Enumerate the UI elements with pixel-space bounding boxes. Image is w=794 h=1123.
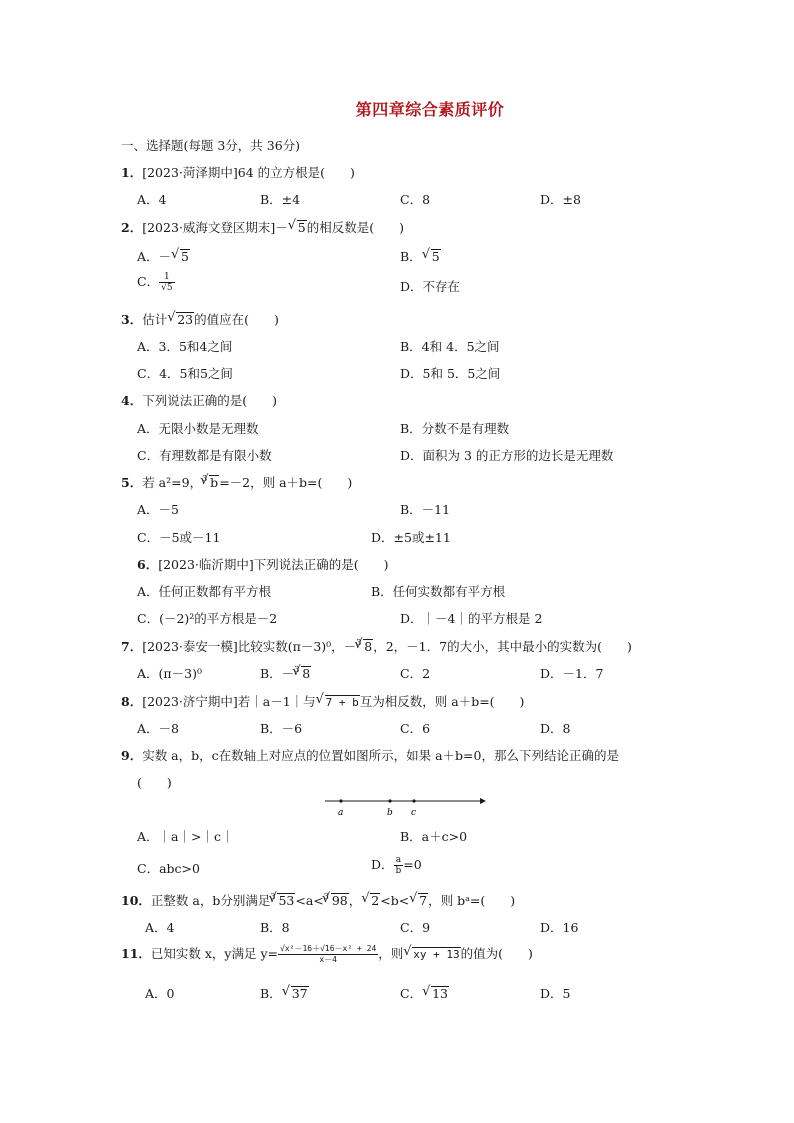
radicand: 98: [331, 893, 348, 908]
option-c: [400, 984, 449, 1002]
option-d: D．16: [540, 920, 579, 935]
numerator: 1: [159, 272, 174, 283]
radicand: xy + 13: [413, 948, 460, 961]
radicand: 5: [166, 283, 173, 293]
question-9: [121, 746, 619, 764]
question-text: <a<: [295, 893, 324, 908]
sqrt-symbol: [172, 249, 190, 264]
question-6: [137, 555, 389, 573]
sqrt-symbol: [168, 312, 194, 327]
question-3: [121, 310, 279, 328]
question-text: [2023·济宁期中]若｜a－1｜与: [142, 694, 316, 709]
denominator: √5: [161, 283, 173, 293]
option-label: D．: [371, 857, 394, 872]
question-number: 4．: [121, 393, 143, 408]
label-c: c: [411, 808, 417, 818]
option-c: C．有理数都是有限小数: [137, 448, 272, 463]
question-text: ，: [348, 893, 362, 908]
numerator: √x²－16＋√16－x² + 24: [280, 944, 377, 953]
radicand: 5: [297, 220, 306, 235]
denominator: x－4: [319, 955, 337, 964]
question-number: 11．: [121, 946, 151, 961]
option-d: D．5和 5．5之间: [400, 366, 501, 381]
option-d: D．－1．7: [540, 666, 604, 681]
question-text: 若 a²=9，: [142, 475, 203, 490]
option-a: A．4: [137, 192, 167, 207]
option-d: D．±8: [540, 192, 581, 207]
sqrt-symbol: [362, 893, 380, 908]
radicand: b: [210, 475, 219, 490]
option-b: B．4和 4．5之间: [400, 339, 500, 354]
fraction: [159, 272, 174, 293]
numerator: a: [394, 855, 404, 866]
page-title: 第四章综合素质评价: [355, 100, 505, 119]
question-1: [121, 163, 355, 181]
option-text: =0: [403, 857, 422, 872]
fraction: [278, 944, 378, 965]
option-d: [371, 855, 422, 876]
question-text: [2023·菏泽期中]64 的立方根是( ): [142, 165, 355, 180]
option-c: C．9: [400, 920, 431, 935]
option-a: A．4: [145, 920, 175, 935]
option-d: D．5: [540, 986, 571, 1001]
radicand: 8: [302, 666, 311, 681]
question-10: [121, 891, 515, 909]
option-a: A．(π－3)⁰: [137, 666, 202, 681]
option-a: A．无限小数是无理数: [137, 421, 259, 436]
option-label: B．－: [260, 666, 295, 681]
option-c: C．4．5和5之间: [137, 366, 233, 381]
option-c: [137, 272, 175, 293]
option-b: [260, 664, 311, 682]
option-label: C．: [400, 986, 423, 1001]
question-number: 9．: [121, 748, 143, 763]
question-text: =－2，则 a＋b=( ): [219, 475, 353, 490]
question-text: 互为相反数，则 a＋b=( ): [359, 694, 525, 709]
question-text: 正整数 a，b分别满足: [150, 893, 271, 908]
sqrt-symbol: [423, 249, 441, 264]
option-a: [137, 247, 190, 265]
option-b: B．a＋c>0: [400, 829, 468, 844]
question-2: [121, 218, 404, 236]
option-a: A．－8: [137, 721, 179, 736]
question-number: 6．: [137, 557, 159, 572]
option-c: C．－5或－11: [137, 530, 221, 545]
radicand: 13: [432, 986, 448, 1001]
question-text: [2023·临沂期中]下列说法正确的是( ): [158, 557, 389, 572]
question-8: [121, 692, 524, 710]
radicand: 8: [364, 639, 373, 654]
point-b: [388, 799, 391, 802]
option-label: B．: [400, 249, 422, 264]
radicand: 23: [177, 312, 194, 327]
option-d: D．8: [540, 721, 571, 736]
sqrt-symbol: [423, 986, 449, 1001]
root-index: 3: [294, 665, 300, 674]
radicand: 53: [278, 893, 295, 908]
question-11: [121, 944, 533, 965]
label-a: a: [338, 808, 344, 818]
answer-paren: ( ): [137, 775, 172, 790]
question-text: 的值为( ): [460, 946, 533, 961]
option-b: [400, 247, 441, 265]
radicand: 7: [419, 893, 428, 908]
option-b: B．分数不是有理数: [400, 421, 510, 436]
option-d: D．±5或±11: [371, 530, 451, 545]
question-text: [2023·威海文登区期末]－: [142, 220, 288, 235]
option-label: B．: [260, 986, 282, 1001]
number-line-figure: [320, 792, 490, 820]
question-7: [121, 637, 632, 655]
radicand: 5: [181, 249, 189, 264]
question-4: [121, 391, 277, 409]
label-b: b: [387, 808, 393, 818]
question-number: 5．: [121, 475, 143, 490]
question-text: [2023·泰安一模]比较实数(π－3)⁰，－: [142, 639, 357, 654]
question-text: ，2，－1．7的大小，其中最小的实数为( ): [373, 639, 632, 654]
question-text: 的相反数是( ): [306, 220, 404, 235]
question-number: 2．: [121, 220, 143, 235]
sqrt-symbol: [410, 893, 428, 908]
sqrt-symbol: [404, 946, 460, 961]
section-heading: 一、选择题(每题 3分，共 36分): [121, 138, 301, 153]
option-c: C．2: [400, 666, 431, 681]
question-text: 下列说法正确的是( ): [142, 393, 277, 408]
option-c: C．(－2)²的平方根是－2: [137, 611, 278, 626]
option-d: D．不存在: [400, 279, 461, 294]
sqrt-symbol: [317, 694, 360, 709]
question-text: ，则: [378, 946, 404, 961]
option-label: C．: [137, 274, 160, 289]
option-c: C．6: [400, 721, 431, 736]
option-b: [260, 984, 309, 1002]
question-number: 7．: [121, 639, 143, 654]
question-5: [121, 473, 352, 491]
option-a: A．任何正数都有平方根: [137, 584, 272, 599]
arrow-head-icon: [480, 798, 486, 804]
option-a: A．0: [145, 986, 175, 1001]
point-c: [412, 799, 415, 802]
root-index: 3: [323, 892, 329, 901]
option-b: B．任何实数都有平方根: [371, 584, 506, 599]
radicand: 37: [291, 986, 308, 1001]
option-c: C．8: [400, 192, 431, 207]
question-number: 8．: [121, 694, 143, 709]
question-text: 实数 a，b，c在数轴上对应点的位置如图所示，如果 a＋b=0，那么下列结论正确的是: [142, 748, 619, 763]
sqrt-symbol: [289, 220, 307, 235]
fraction: [394, 855, 404, 876]
question-text: 已知实数 x，y满足 y=: [150, 946, 279, 961]
option-d: D．面积为 3 的正方形的边长是无理数: [400, 448, 614, 463]
option-b: B．－6: [260, 721, 303, 736]
denominator: b: [395, 866, 402, 876]
root-index: 3: [270, 892, 276, 901]
question-text: 的值应在( ): [194, 312, 279, 327]
option-a: A．3．5和4之间: [137, 339, 233, 354]
option-label: A．－: [137, 249, 172, 264]
question-text: <b<: [380, 893, 410, 908]
option-a: A．－5: [137, 502, 179, 517]
question-number: 3．: [121, 312, 143, 327]
radicand: 2: [371, 893, 380, 908]
question-text: 估计: [142, 312, 168, 327]
option-b: B．－11: [400, 502, 451, 517]
option-b: B．±4: [260, 192, 301, 207]
option-c: C．abc>0: [137, 861, 200, 876]
question-number: 10．: [121, 893, 151, 908]
radicand: 7 + b: [325, 696, 359, 709]
question-number: 1．: [121, 165, 143, 180]
question-text: ，则 bᵃ=( ): [428, 893, 516, 908]
option-a: A．｜a｜>｜c｜: [137, 829, 234, 844]
option-d: D．｜－4｜的平方根是 2: [400, 611, 543, 626]
option-b: B．8: [260, 920, 290, 935]
point-a: [339, 799, 342, 802]
root-index: 3: [202, 474, 208, 483]
radicand: 5: [431, 249, 440, 264]
root-index: 3: [356, 638, 362, 647]
sqrt-symbol: [283, 986, 309, 1001]
